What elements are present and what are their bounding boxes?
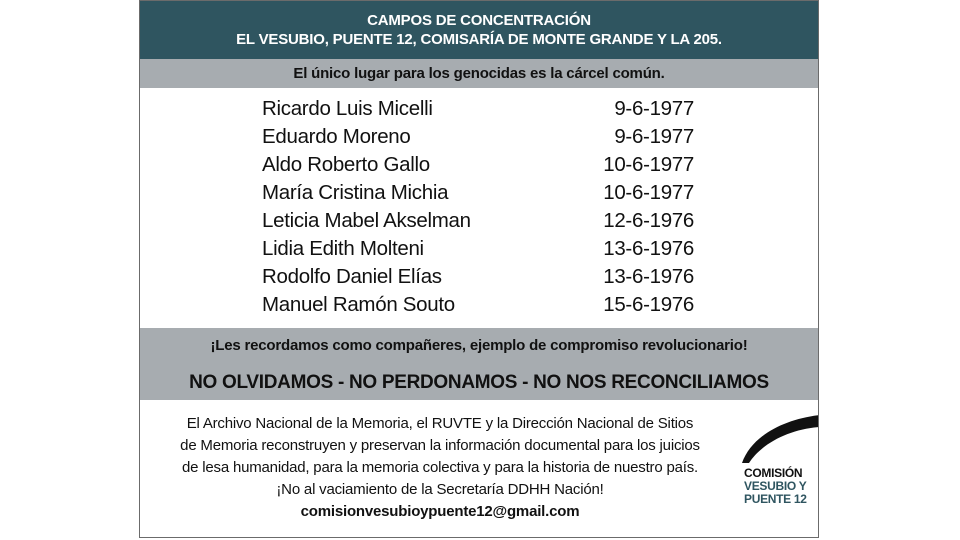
victim-name: Manuel Ramón Souto — [262, 293, 455, 316]
remembrance-band — [140, 328, 818, 400]
victim-date: 9-6-1977 — [614, 125, 694, 148]
victim-name: Rodolfo Daniel Elías — [262, 265, 442, 288]
victim-date: 12-6-1976 — [603, 209, 694, 232]
logo-line: COMISIÓN — [744, 466, 803, 480]
victim-name: Leticia Mabel Akselman — [262, 209, 471, 232]
victim-name: Ricardo Luis Micelli — [262, 97, 433, 120]
victim-name: Aldo Roberto Gallo — [262, 153, 430, 176]
list-item — [262, 263, 694, 291]
victim-date: 15-6-1976 — [603, 293, 694, 316]
remembrance-text: ¡Les recordamos como compañeres, ejemplo de compromiso revolucionario! — [210, 337, 748, 354]
header-subtitle: EL VESUBIO, PUENTE 12, COMISARÍA DE MONTE GRANDE Y LA 205. — [236, 31, 722, 48]
footer-line: ¡No al vaciamiento de la Secretaría DDHH Nación! — [276, 481, 604, 498]
arc-logo-icon — [740, 413, 819, 465]
victim-name: Eduardo Moreno — [262, 125, 411, 148]
victim-date: 9-6-1977 — [614, 97, 694, 120]
list-item — [262, 179, 694, 207]
list-item — [262, 151, 694, 179]
footer-text — [140, 413, 740, 523]
list-item — [262, 291, 694, 319]
footer-line: El Archivo Nacional de la Memoria, el RUVTE y la Dirección Nacional de Sitios — [186, 415, 694, 432]
footer-line: de lesa humanidad, para la memoria colectiva y para la historia de nuestro país. — [182, 459, 698, 476]
list-item — [262, 235, 694, 263]
subheader-banner: El único lugar para los genocidas es la cárcel común. — [140, 59, 818, 88]
memorial-notice — [139, 0, 819, 538]
slogan-text: NO OLVIDAMOS - NO PERDONAMOS - NO NOS RECONCILIAMOS — [189, 372, 769, 393]
footer-line: de Memoria reconstruyen y preservan la información documental para los juicios — [180, 437, 700, 454]
list-item — [262, 123, 694, 151]
victims-list — [262, 95, 694, 319]
organization-logo — [740, 413, 819, 513]
list-item — [262, 95, 694, 123]
list-item — [262, 207, 694, 235]
victim-name: María Cristina Michia — [262, 181, 449, 204]
victim-date: 13-6-1976 — [603, 265, 694, 288]
logo-line: PUENTE 12 — [744, 492, 807, 506]
victim-date: 10-6-1977 — [603, 153, 694, 176]
victim-name: Lidia Edith Molteni — [262, 237, 424, 260]
victim-date: 13-6-1976 — [603, 237, 694, 260]
logo-line: VESUBIO Y — [744, 479, 807, 493]
header-title: CAMPOS DE CONCENTRACIÓN — [367, 12, 591, 29]
victim-date: 10-6-1977 — [603, 181, 694, 204]
header-banner — [140, 1, 818, 59]
contact-email: comisionvesubioypuente12@gmail.com — [300, 503, 580, 520]
